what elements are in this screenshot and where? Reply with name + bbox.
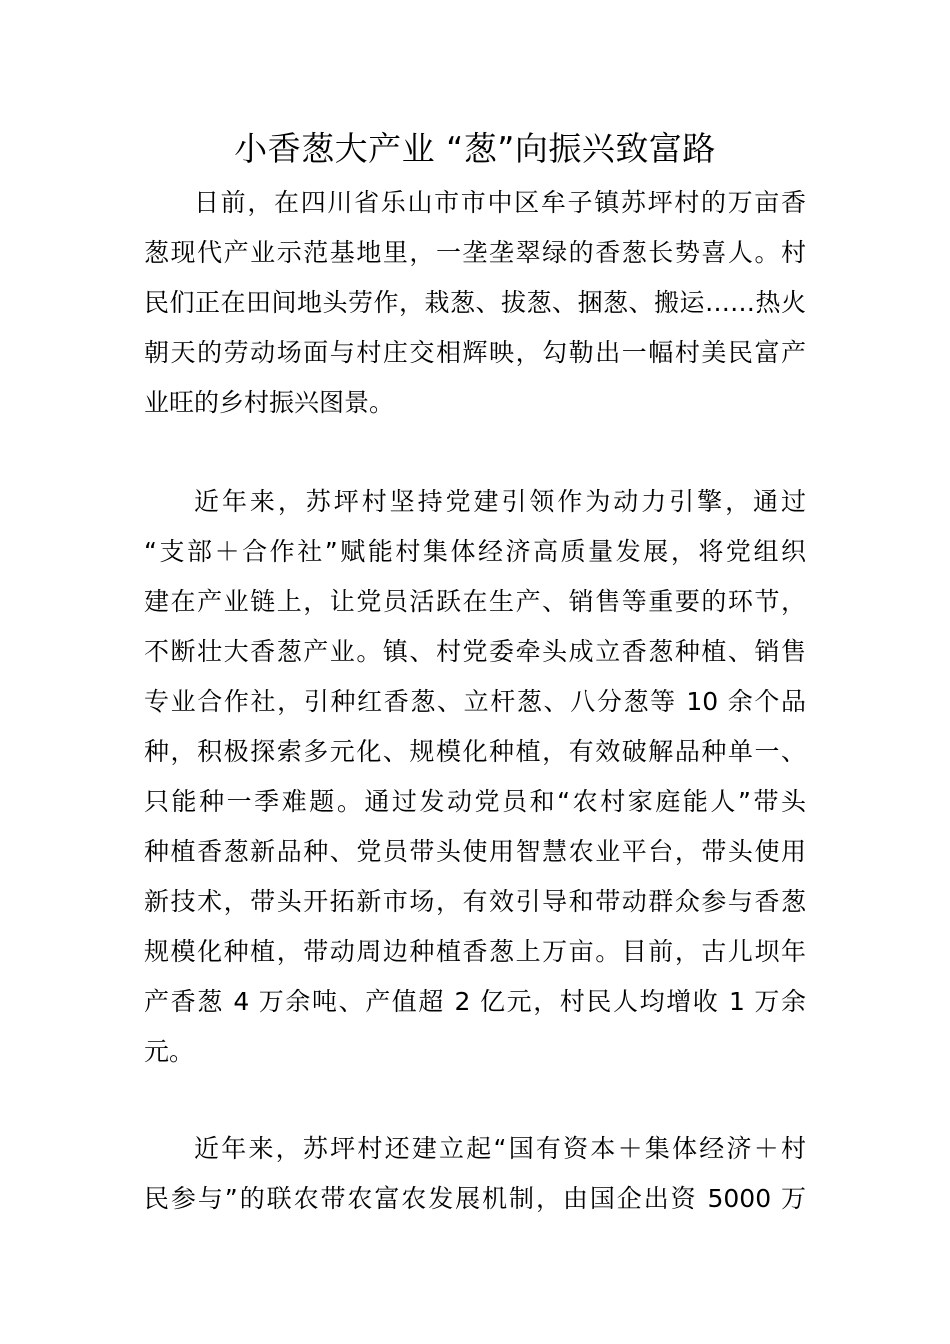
paragraph-line: 近年来，苏坪村坚持党建引领作为动力引擎，通过: [194, 487, 806, 516]
paragraph-3: [144, 1124, 806, 1224]
paragraph-1: [144, 178, 806, 428]
paragraph-line: 种，积极探索多元化、规模化种植，有效破解品种单一、: [144, 737, 806, 766]
paragraph-line: 不断壮大香葱产业。镇、村党委牵头成立香葱种植、销售: [144, 637, 806, 666]
paragraph-line: 民们正在田间地头劳作，栽葱、拔葱、捆葱、搬运……热火: [144, 288, 806, 317]
paragraph-line: 建在产业链上，让党员活跃在生产、销售等重要的环节，: [144, 587, 806, 616]
paragraph-line: “支部＋合作社”赋能村集体经济高质量发展，将党组织: [144, 537, 806, 566]
document-title: 小香葱大产业 “葱”向振兴致富路: [234, 129, 716, 168]
paragraph-line: 近年来，苏坪村还建立起“国有资本＋集体经济＋村: [194, 1134, 806, 1163]
paragraph-line: 朝天的劳动场面与村庄交相辉映，勾勒出一幅村美民富产: [144, 338, 806, 367]
paragraph-line: 业旺的乡村振兴图景。: [144, 388, 395, 417]
paragraph-line: 只能种一季难题。通过发动党员和“农村家庭能人”带头: [144, 787, 806, 816]
paragraph-line: 专业合作社，引种红香葱、立杆葱、八分葱等 10 余个品: [144, 687, 806, 716]
paragraph-line: 元。: [144, 1037, 195, 1066]
paragraph-line: 规模化种植，带动周边种植香葱上万亩。目前，古儿坝年: [144, 937, 806, 966]
paragraph-line: 葱现代产业示范基地里，一垄垄翠绿的香葱长势喜人。村: [144, 238, 806, 267]
paragraph-2: [144, 477, 806, 1077]
paragraph-line: 产香葱 4 万余吨、产值超 2 亿元，村民人均增收 1 万余: [144, 987, 806, 1016]
paragraph-line: 新技术，带头开拓新市场，有效引导和带动群众参与香葱: [144, 887, 806, 916]
paragraph-line: 日前，在四川省乐山市市中区牟子镇苏坪村的万亩香: [194, 188, 806, 217]
paragraph-line: 种植香葱新品种、党员带头使用智慧农业平台，带头使用: [144, 837, 806, 866]
paragraph-line: 民参与”的联农带农富农发展机制，由国企出资 5000 万: [144, 1184, 806, 1213]
